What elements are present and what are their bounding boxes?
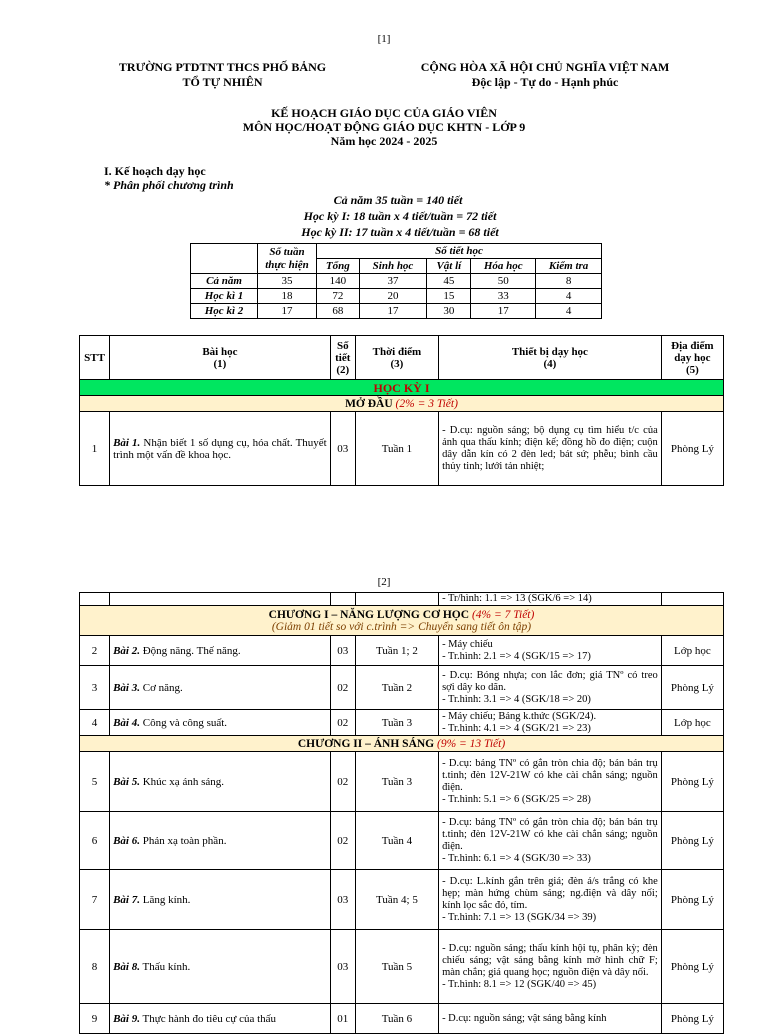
header-time-label: Thời điểm bbox=[372, 345, 422, 358]
chapter-2-heading bbox=[80, 736, 724, 752]
chapter-row bbox=[80, 736, 724, 752]
summary-cell: 15 bbox=[427, 289, 471, 304]
row-lesson-text: Phản xạ toàn phần. bbox=[139, 834, 227, 847]
row-lesson bbox=[110, 1004, 331, 1034]
equipment-line: - Tr.hình: 2.1 => 4 (SGK/15 => 17) bbox=[442, 650, 591, 662]
chapter-1-note: (Giảm 01 tiết so với c.trình => Chuyển sang tiết ôn tập) bbox=[271, 620, 532, 633]
table-header-row bbox=[80, 336, 724, 380]
summary-cell: 17 bbox=[258, 304, 317, 319]
row-time: Tuần 2 bbox=[355, 666, 438, 710]
equipment-line: - D.cụ: nguồn sáng; vật sáng bằng kính bbox=[442, 1012, 607, 1024]
summary-col-total: Tổng bbox=[317, 259, 360, 274]
row-lesson bbox=[110, 593, 331, 606]
row-time: Tuần 4; 5 bbox=[355, 870, 438, 930]
header-periods-num: (2) bbox=[336, 363, 350, 376]
row-stt: 6 bbox=[80, 812, 110, 870]
row-lesson-id: Bài 2. bbox=[113, 644, 140, 657]
chapter-1-label: CHƯƠNG I – NĂNG LƯỢNG CƠ HỌC bbox=[268, 608, 470, 621]
header-stt: STT bbox=[80, 336, 110, 380]
summary-line-sem2: Học kỳ II: 17 tuần x 4 tiết/tuần = 68 tiết bbox=[301, 225, 499, 239]
equipment-line: - D.cụ: L.kính gắn trên giá; đèn á/s trắng có khe hẹp; màn hứng chùm sáng; ng.điện và dây nối; kính lọc sắc đỏ, tím. bbox=[442, 875, 658, 911]
row-place: Lớp học bbox=[661, 636, 723, 666]
summary-row bbox=[191, 304, 602, 319]
row-place: Phòng Lý bbox=[661, 812, 723, 870]
school-header bbox=[100, 60, 345, 90]
header-periods-label: Số tiết bbox=[335, 339, 351, 364]
row-lesson-text: Khúc xạ ánh sáng. bbox=[139, 775, 224, 788]
row-equipment bbox=[439, 812, 662, 870]
row-stt: 5 bbox=[80, 752, 110, 812]
row-place: Phòng Lý bbox=[661, 412, 723, 486]
equipment-line: - D.cụ: Bóng nhựa; con lắc đơn; giá TNº có treo sợi dây ko dãn. bbox=[442, 669, 658, 693]
row-lesson-id: Bài 3. bbox=[113, 681, 140, 694]
summary-col-phys: Vật lí bbox=[427, 259, 471, 274]
summary-col-bio: Sinh học bbox=[359, 259, 427, 274]
row-lesson-id: Bài 6. bbox=[113, 834, 140, 847]
page-number: [1] bbox=[377, 33, 391, 45]
summary-cell: 18 bbox=[258, 289, 317, 304]
department-name: TỔ TỰ NHIÊN bbox=[182, 75, 263, 89]
header-equipment-num: (4) bbox=[543, 357, 557, 370]
row-equipment bbox=[439, 752, 662, 812]
chapter-2-label: CHƯƠNG II – ÁNH SÁNG bbox=[297, 737, 435, 750]
row-lesson bbox=[110, 666, 331, 710]
motto: Độc lập - Tự do - Hạnh phúc bbox=[471, 75, 619, 89]
table-row bbox=[80, 710, 724, 736]
summary-cell: 8 bbox=[536, 274, 602, 289]
summary-cell: 37 bbox=[359, 274, 427, 289]
summary-cell: 30 bbox=[427, 304, 471, 319]
row-equipment bbox=[439, 636, 662, 666]
subsection-heading: * Phân phối chương trình bbox=[104, 178, 234, 192]
row-time bbox=[355, 593, 438, 606]
row-lesson-text: Lăng kính. bbox=[139, 893, 191, 906]
row-equipment: - Tr/hình: 1.1 => 13 (SGK/6 => 14) bbox=[439, 593, 662, 606]
summary-line-year: Cả năm 35 tuần = 140 tiết bbox=[333, 193, 463, 207]
row-periods: 01 bbox=[330, 1004, 355, 1034]
row-lesson-text: Thực hành đo tiêu cự của thấu bbox=[139, 1012, 277, 1025]
equipment-line: - Máy chiếu; Bảng k.thức (SGK/24). bbox=[442, 710, 597, 722]
row-time: Tuần 1; 2 bbox=[355, 636, 438, 666]
doc-title-1: KẾ HOẠCH GIÁO DỤC CỦA GIÁO VIÊN bbox=[271, 106, 497, 120]
doc-title-2: MÔN HỌC/HOẠT ĐỘNG GIÁO DỤC KHTN - LỚP 9 bbox=[242, 120, 526, 134]
row-time: Tuần 4 bbox=[355, 812, 438, 870]
summary-cell: 4 bbox=[536, 289, 602, 304]
summary-cell: 4 bbox=[536, 304, 602, 319]
summary-cell: 17 bbox=[359, 304, 427, 319]
row-place: Phòng Lý bbox=[661, 666, 723, 710]
summary-col-test: Kiểm tra bbox=[536, 259, 602, 274]
row-place bbox=[661, 593, 723, 606]
row-periods: 02 bbox=[330, 710, 355, 736]
summary-row-label: Học kì 1 bbox=[191, 289, 258, 304]
row-periods: 02 bbox=[330, 666, 355, 710]
row-equipment bbox=[439, 870, 662, 930]
equipment-line: - Tr.hình: 8.1 => 12 (SGK/40 => 45) bbox=[442, 978, 597, 990]
row-stt: 8 bbox=[80, 930, 110, 1004]
row-periods: 03 bbox=[330, 412, 355, 486]
equipment-line: - Máy chiếu bbox=[442, 638, 493, 650]
row-equipment bbox=[439, 930, 662, 1004]
chapter-1-heading bbox=[80, 606, 724, 636]
row-time: Tuần 3 bbox=[355, 752, 438, 812]
row-periods: 03 bbox=[330, 930, 355, 1004]
summary-header-periods: Số tiết học bbox=[317, 244, 602, 259]
table-row bbox=[80, 1004, 724, 1034]
row-stt: 2 bbox=[80, 636, 110, 666]
semester-label: HỌC KỲ I bbox=[80, 380, 724, 396]
summary-row-label: Học kì 2 bbox=[191, 304, 258, 319]
table-row bbox=[80, 812, 724, 870]
summary-table bbox=[190, 243, 602, 319]
section-heading: I. Kế hoạch dạy học bbox=[104, 164, 206, 178]
summary-cell: 50 bbox=[471, 274, 536, 289]
summary-header-weeks: Số tuần thực hiện bbox=[258, 244, 317, 274]
header-place-num: (5) bbox=[685, 363, 699, 376]
intro-heading bbox=[80, 396, 724, 412]
row-lesson-id: Bài 5. bbox=[113, 775, 140, 788]
summary-line-sem1: Học kỳ I: 18 tuần x 4 tiết/tuần = 72 tiết bbox=[303, 209, 497, 223]
header-equipment-label: Thiết bị dạy học bbox=[511, 345, 588, 358]
row-lesson-id: Bài 8. bbox=[113, 960, 140, 973]
row-time: Tuần 6 bbox=[355, 1004, 438, 1034]
row-lesson bbox=[110, 412, 331, 486]
header-lesson-label: Bài học bbox=[202, 345, 238, 358]
semester-row bbox=[80, 380, 724, 396]
row-stt bbox=[80, 593, 110, 606]
row-periods: 03 bbox=[330, 870, 355, 930]
chapter-row bbox=[80, 606, 724, 636]
summary-cell: 35 bbox=[258, 274, 317, 289]
row-lesson bbox=[110, 930, 331, 1004]
chapter-2-percent: (9% = 13 Tiết) bbox=[437, 737, 506, 750]
row-stt: 1 bbox=[80, 412, 110, 486]
row-lesson bbox=[110, 752, 331, 812]
row-stt: 7 bbox=[80, 870, 110, 930]
row-periods: 02 bbox=[330, 752, 355, 812]
summary-cell: 72 bbox=[317, 289, 360, 304]
header-lesson-num: (1) bbox=[213, 357, 227, 370]
summary-cell: 140 bbox=[317, 274, 360, 289]
equipment-line: - Tr.hình: 7.1 => 13 (SGK/34 => 39) bbox=[442, 911, 597, 923]
row-lesson bbox=[110, 870, 331, 930]
row-lesson bbox=[110, 636, 331, 666]
header-time bbox=[355, 336, 438, 380]
row-time: Tuần 1 bbox=[355, 412, 438, 486]
chapter-1-rows bbox=[80, 636, 724, 736]
row-lesson-text: Thấu kính. bbox=[139, 960, 191, 973]
table-row bbox=[80, 593, 724, 606]
row-time: Tuần 3 bbox=[355, 710, 438, 736]
row-stt: 9 bbox=[80, 1004, 110, 1034]
equipment-line: - D.cụ: bảng TNº có gắn tròn chia độ; bán bán trụ t.tinh; đèn 12V-21W có khe cài chắn sáng; nguồn điện. bbox=[442, 757, 658, 793]
page-gap bbox=[0, 510, 768, 568]
row-lesson-text: Nhận biết 1 số dụng cụ, hóa chất. Thuyết trình một vấn đề khoa học. bbox=[113, 436, 327, 461]
school-year: Năm học 2024 - 2025 bbox=[330, 134, 438, 148]
intro-percent: (2% = 3 Tiết) bbox=[395, 397, 458, 410]
table-row bbox=[80, 666, 724, 710]
equipment-line: - Tr.hình: 4.1 => 4 (SGK/21 => 23) bbox=[442, 722, 591, 734]
summary-cell: 68 bbox=[317, 304, 360, 319]
row-place: Phòng Lý bbox=[661, 930, 723, 1004]
row-lesson-id: Bài 4. bbox=[113, 716, 140, 729]
header-periods bbox=[330, 336, 355, 380]
row-equipment: - D.cụ: nguồn sáng; bộ dụng cụ tìm hiểu t/c của ảnh qua thấu kính; điện kế; đồng hồ đo điện; cuộn dây dẫn kín có 2 đèn led; bát sứ; phễu; bình cầu thủy tinh; lưới tản nhiệt; bbox=[439, 412, 662, 486]
nation-header bbox=[400, 60, 690, 90]
chapter-1-percent: (4% = 7 Tiết) bbox=[471, 608, 535, 621]
lesson-plan-table-cont bbox=[79, 592, 724, 1034]
table-row bbox=[80, 870, 724, 930]
summary-cell: 33 bbox=[471, 289, 536, 304]
header-equipment bbox=[439, 336, 662, 380]
row-place: Phòng Lý bbox=[661, 752, 723, 812]
school-name: TRƯỜNG PTDTNT THCS PHỐ BẢNG bbox=[118, 60, 327, 74]
row-stt: 4 bbox=[80, 710, 110, 736]
row-periods: 02 bbox=[330, 812, 355, 870]
row-lesson-id: Bài 9. bbox=[113, 1012, 140, 1025]
row-lesson-text: Cơ năng. bbox=[139, 681, 183, 694]
header-place bbox=[661, 336, 723, 380]
header-time-num: (3) bbox=[390, 357, 404, 370]
row-lesson-text: Công và công suất. bbox=[139, 716, 228, 729]
page-1 bbox=[0, 0, 768, 510]
header-place-label: Địa điểm dạy học bbox=[671, 339, 714, 364]
summary-cell: 17 bbox=[471, 304, 536, 319]
equipment-line: - Tr.hình: 6.1 => 4 (SGK/30 => 33) bbox=[442, 852, 591, 864]
row-lesson bbox=[110, 812, 331, 870]
equipment-line: - D.cụ: bảng TNº có gắn tròn chia độ; bán bán trụ t.tinh; đèn 12V-21W có khe cài chắn sáng; nguồn điện. bbox=[442, 816, 658, 852]
summary-row-label: Cả năm bbox=[191, 274, 258, 289]
row-equipment bbox=[439, 710, 662, 736]
row-place: Phòng Lý bbox=[661, 870, 723, 930]
page-number: [2] bbox=[377, 576, 391, 588]
summary-cell: 20 bbox=[359, 289, 427, 304]
table-row bbox=[80, 752, 724, 812]
row-periods bbox=[330, 593, 355, 606]
row-stt: 3 bbox=[80, 666, 110, 710]
table-row bbox=[80, 930, 724, 1004]
summary-row bbox=[191, 274, 602, 289]
row-lesson-text: Động năng. Thế năng. bbox=[139, 644, 241, 657]
intro-row bbox=[80, 396, 724, 412]
row-place: Phòng Lý bbox=[661, 1004, 723, 1034]
summary-row bbox=[191, 289, 602, 304]
header-lesson bbox=[110, 336, 331, 380]
row-place: Lớp học bbox=[661, 710, 723, 736]
page-2 bbox=[0, 568, 768, 1024]
table-row bbox=[80, 636, 724, 666]
row-lesson bbox=[110, 710, 331, 736]
table-row bbox=[80, 412, 724, 486]
row-periods: 03 bbox=[330, 636, 355, 666]
summary-corner bbox=[191, 244, 258, 274]
row-lesson-id: Bài 1. bbox=[113, 436, 141, 449]
lesson-plan-table bbox=[79, 335, 724, 486]
nation-name: CỘNG HÒA XÃ HỘI CHỦ NGHĨA VIỆT NAM bbox=[420, 60, 670, 74]
equipment-line: - D.cụ: nguồn sáng; thấu kính hội tụ, phân kỳ; đèn chiếu sáng; vật sáng bằng kính mờ hình chữ F; màn chắn; giá quang học; nguồn điện và dây nối. bbox=[442, 942, 658, 978]
equipment-line: - Tr.hình: 5.1 => 6 (SGK/25 => 28) bbox=[442, 793, 591, 805]
intro-label: MỞ ĐẦU bbox=[345, 397, 393, 410]
summary-col-chem: Hóa học bbox=[471, 259, 536, 274]
row-lesson-id: Bài 7. bbox=[113, 893, 140, 906]
row-equipment bbox=[439, 666, 662, 710]
row-equipment bbox=[439, 1004, 662, 1034]
chapter-2-rows bbox=[80, 752, 724, 1034]
row-time: Tuần 5 bbox=[355, 930, 438, 1004]
summary-cell: 45 bbox=[427, 274, 471, 289]
equipment-line: - Tr.hình: 3.1 => 4 (SGK/18 => 20) bbox=[442, 693, 591, 705]
